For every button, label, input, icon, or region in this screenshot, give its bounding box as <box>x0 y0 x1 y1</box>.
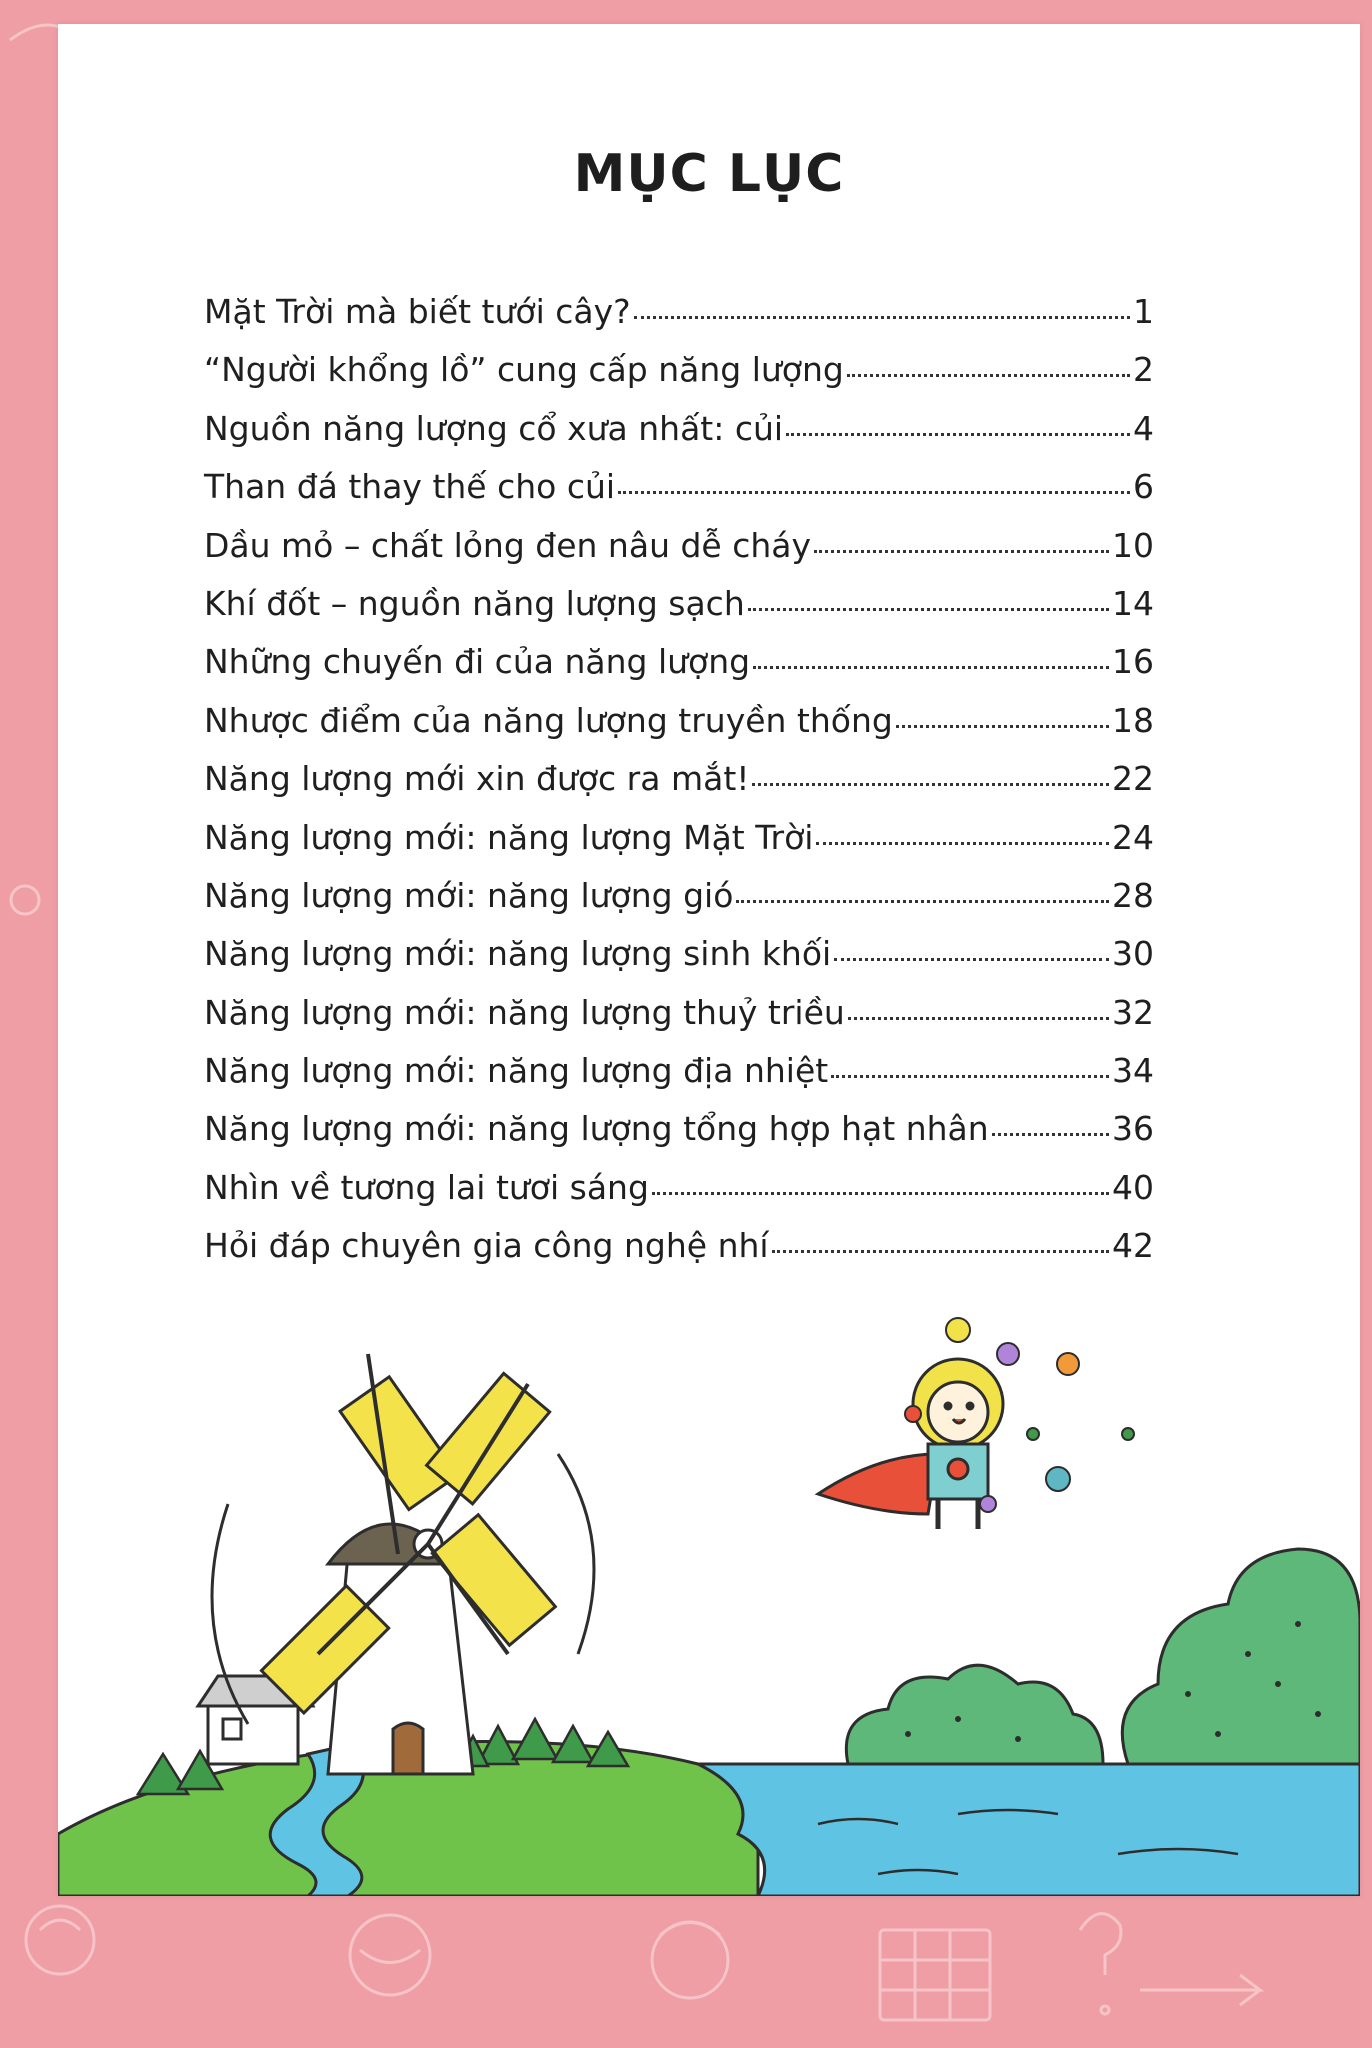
toc-entry <box>204 642 1154 700</box>
dot-leader <box>652 1192 1109 1195</box>
toc-entry-title: Hỏi đáp chuyên gia công nghệ nhí <box>204 1226 769 1266</box>
toc-entry-page-number: 34 <box>1112 1051 1154 1091</box>
dot-leader <box>736 900 1109 903</box>
toc-entry-page-number: 1 <box>1133 292 1154 331</box>
toc-entry-title: Nguồn năng lượng cổ xưa nhất: củi <box>204 408 784 448</box>
dot-leader <box>634 316 1130 319</box>
toc-entry-page-number: 6 <box>1133 467 1154 507</box>
bush-icon <box>846 1549 1360 1764</box>
dot-leader <box>748 608 1109 611</box>
toc-entry <box>204 876 1154 934</box>
cartoon-kid-hero-icon <box>818 1359 1003 1529</box>
toc-entry <box>204 759 1154 817</box>
windmill-icon <box>261 1354 555 1774</box>
dot-leader <box>618 491 1130 494</box>
dot-leader <box>816 842 1109 845</box>
toc-entry-page-number: 24 <box>1112 817 1154 857</box>
toc-entry-title: “Người khổng lồ” cung cấp năng lượng <box>204 350 844 390</box>
dot-leader <box>834 958 1109 961</box>
toc-entry <box>204 292 1154 350</box>
toc-entry-page-number: 42 <box>1112 1226 1154 1266</box>
toc-entry-page-number: 14 <box>1112 583 1154 623</box>
toc-entry-title: Năng lượng mới: năng lượng Mặt Trời <box>204 817 814 857</box>
toc-entry <box>204 526 1154 584</box>
dot-leader <box>772 1250 1109 1253</box>
dot-leader <box>848 1017 1109 1020</box>
toc-entry <box>204 701 1154 759</box>
dot-leader <box>753 666 1109 669</box>
toc-entry-title: Năng lượng mới xin được ra mắt! <box>204 759 750 799</box>
toc-entry-title: Mặt Trời mà biết tưới cây? <box>204 292 631 331</box>
dot-leader <box>992 1133 1109 1136</box>
toc-entry-title: Nhược điểm của năng lượng truyền thống <box>204 700 893 740</box>
toc-entry-title: Năng lượng mới: năng lượng tổng hợp hạt nhân <box>204 1109 989 1149</box>
toc-entry-page-number: 22 <box>1112 759 1154 799</box>
toc-entry <box>204 584 1154 642</box>
toc-entry <box>204 350 1154 408</box>
toc-entry <box>204 1051 1154 1109</box>
toc-entry <box>204 1109 1154 1167</box>
toc-entry <box>204 993 1154 1051</box>
toc-entry-title: Năng lượng mới: năng lượng sinh khối <box>204 934 832 974</box>
toc-entry-title: Những chuyến đi của năng lượng <box>204 642 751 682</box>
toc-entry-page-number: 32 <box>1112 992 1154 1032</box>
toc-entry-page-number: 2 <box>1133 350 1154 390</box>
dot-leader <box>896 725 1109 728</box>
dot-leader <box>847 374 1130 377</box>
toc-entry <box>204 1168 1154 1226</box>
toc-entry-title: Năng lượng mới: năng lượng gió <box>204 875 734 915</box>
toc-entry-title: Dầu mỏ – chất lỏng đen nâu dễ cháy <box>204 525 812 565</box>
toc-entry <box>204 409 1154 467</box>
table-of-contents <box>204 292 1154 1285</box>
toc-entry-page-number: 40 <box>1112 1167 1154 1207</box>
toc-entry-page-number: 28 <box>1112 875 1154 915</box>
toc-entry-page-number: 18 <box>1112 700 1154 740</box>
toc-entry-page-number: 30 <box>1112 934 1154 974</box>
toc-entry <box>204 818 1154 876</box>
toc-entry-title: Năng lượng mới: năng lượng thuỷ triều <box>204 992 845 1032</box>
lake <box>698 1764 1360 1896</box>
toc-entry <box>204 1226 1154 1284</box>
toc-entry-page-number: 36 <box>1112 1109 1154 1149</box>
toc-entry <box>204 467 1154 525</box>
toc-entry-title: Nhìn về tương lai tươi sáng <box>204 1167 649 1207</box>
dot-leader <box>814 550 1109 553</box>
toc-entry-title: Khí đốt – nguồn năng lượng sạch <box>204 583 745 623</box>
page-title: MỤC LỤC <box>573 144 845 204</box>
toc-entry-page-number: 4 <box>1133 408 1154 448</box>
book-page <box>58 24 1360 1896</box>
toc-entry-title: Than đá thay thế cho củi <box>204 467 616 507</box>
toc-entry <box>204 934 1154 992</box>
dot-leader <box>786 433 1130 436</box>
dot-leader <box>752 783 1109 786</box>
dot-leader <box>831 1075 1109 1078</box>
toc-entry-page-number: 16 <box>1112 642 1154 682</box>
windmill-landscape-illustration <box>58 1294 1360 1896</box>
toc-entry-page-number: 10 <box>1112 525 1154 565</box>
toc-entry-title: Năng lượng mới: năng lượng địa nhiệt <box>204 1051 829 1091</box>
